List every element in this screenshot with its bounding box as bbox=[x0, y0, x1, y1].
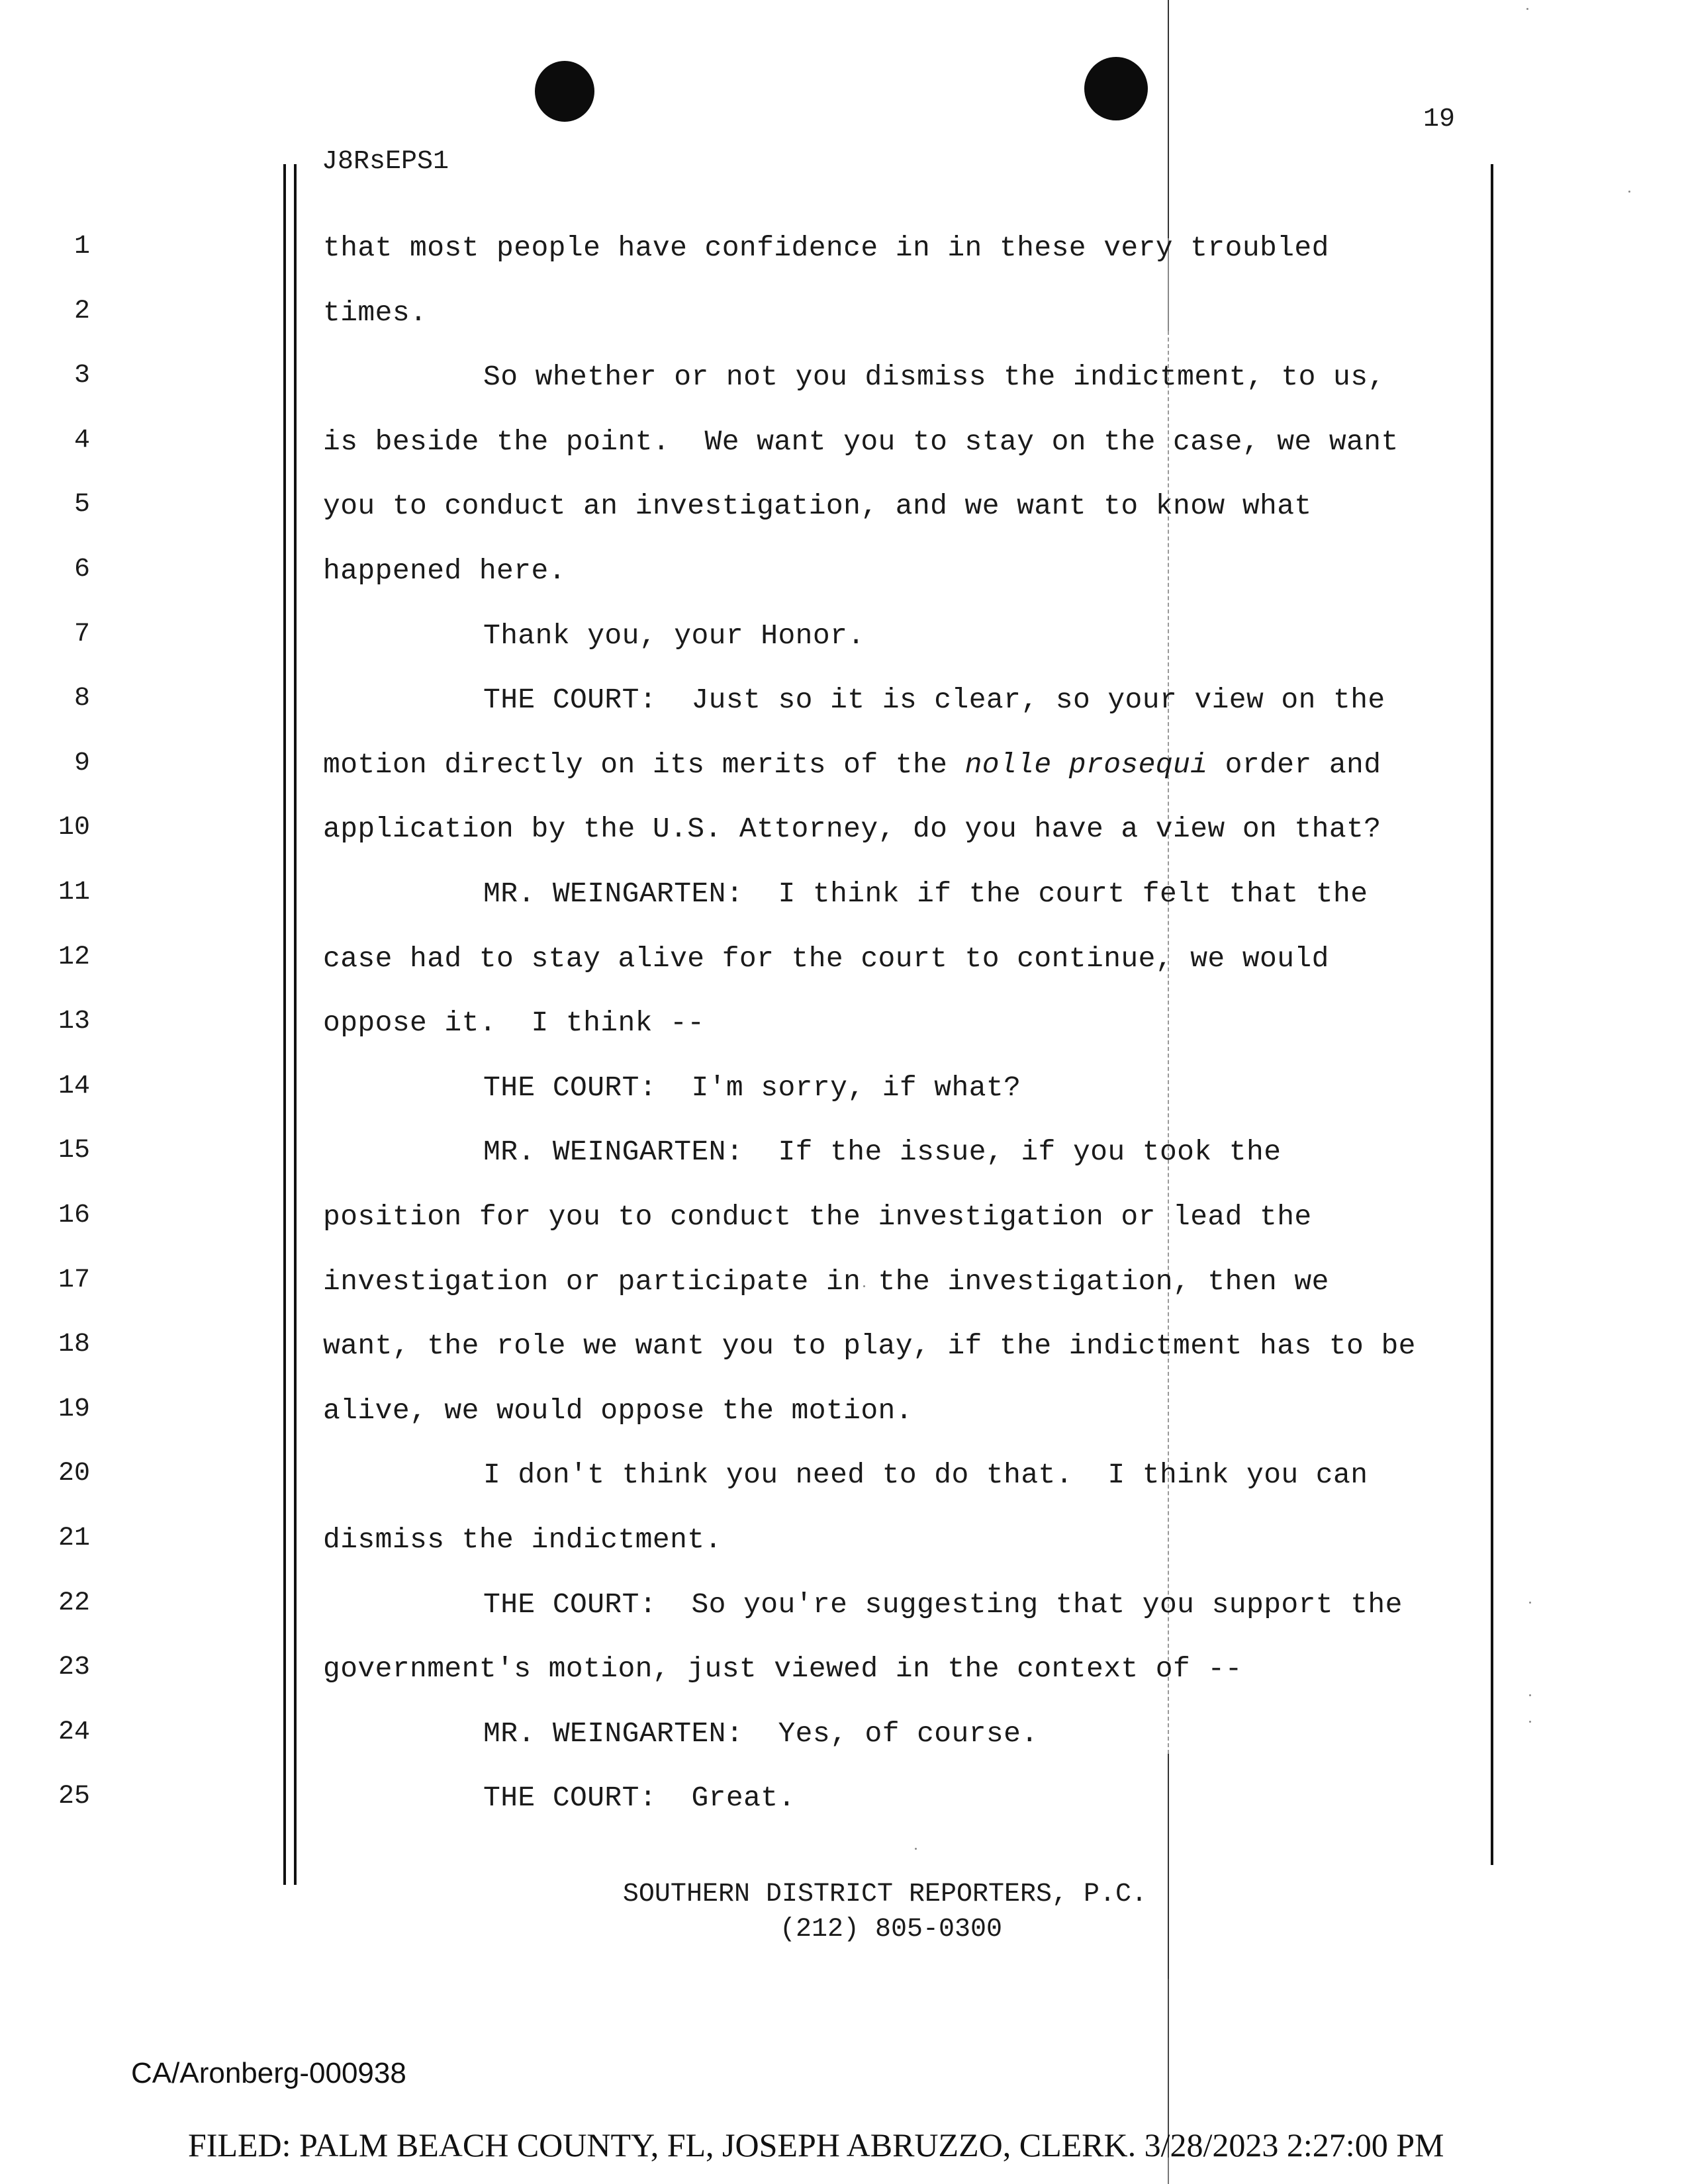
scan-speck bbox=[1529, 1602, 1531, 1604]
line-number: 22 bbox=[58, 1588, 90, 1618]
line-number: 12 bbox=[58, 942, 90, 972]
document-id: J8RsEPS1 bbox=[322, 147, 449, 177]
line-text: MR. WEINGARTEN: If the issue, if you took the bbox=[483, 1136, 1282, 1168]
transcript-line bbox=[0, 813, 1522, 852]
line-text: alive, we would oppose the motion. bbox=[323, 1394, 913, 1427]
transcript-line bbox=[0, 1071, 1522, 1111]
page-number: 19 bbox=[1423, 105, 1456, 134]
line-text: oppose it. I think -- bbox=[323, 1007, 705, 1039]
transcript-line bbox=[0, 1653, 1522, 1692]
scan-speck bbox=[1526, 8, 1528, 10]
line-text: government's motion, just viewed in the context of -- bbox=[323, 1653, 1242, 1685]
line-number: 6 bbox=[73, 555, 90, 584]
line-number: 19 bbox=[58, 1394, 90, 1424]
italic-latin-term: nolle prosequi bbox=[964, 749, 1208, 781]
line-text: is beside the point. We want you to stay on the case, we want bbox=[323, 426, 1399, 458]
line-number: 10 bbox=[58, 813, 90, 842]
reporter-name: SOUTHERN DISTRICT REPORTERS, P.C. bbox=[622, 1880, 1148, 1909]
line-text: happened here. bbox=[323, 555, 566, 587]
transcript-line bbox=[0, 555, 1522, 594]
transcript-line bbox=[0, 1588, 1522, 1628]
scan-artifact-line bbox=[1168, 0, 1169, 238]
line-text: MR. WEINGARTEN: I think if the court felt that the bbox=[483, 878, 1368, 910]
transcript-line bbox=[0, 684, 1522, 723]
transcript-line bbox=[0, 1136, 1522, 1175]
line-text: times. bbox=[323, 296, 428, 329]
transcript-line bbox=[0, 1459, 1522, 1498]
scan-speck bbox=[1529, 1694, 1531, 1696]
line-number: 5 bbox=[73, 490, 90, 520]
transcript-line bbox=[0, 619, 1522, 659]
line-number: 2 bbox=[73, 296, 90, 326]
line-text: application by the U.S. Attorney, do you have a view on that? bbox=[323, 813, 1381, 845]
punch-hole-left bbox=[535, 61, 594, 122]
transcript-line bbox=[0, 1330, 1522, 1369]
line-text: THE COURT: Great. bbox=[483, 1782, 796, 1814]
line-number: 15 bbox=[58, 1136, 90, 1165]
line-text: Thank you, your Honor. bbox=[483, 619, 865, 652]
transcript-line bbox=[0, 1201, 1522, 1240]
line-number: 1 bbox=[73, 232, 90, 261]
transcript-line bbox=[0, 426, 1522, 465]
transcript-line bbox=[0, 1717, 1522, 1757]
line-number: 16 bbox=[58, 1201, 90, 1230]
reporter-phone: (212) 805-0300 bbox=[779, 1915, 1003, 1944]
line-number: 13 bbox=[58, 1007, 90, 1036]
transcript-line bbox=[0, 1524, 1522, 1563]
line-text-before: motion directly on its merits of the bbox=[323, 749, 965, 781]
filed-stamp: FILED: PALM BEACH COUNTY, FL, JOSEPH ABRUZZO, CLERK. 3/28/2023 2:27:00 PM bbox=[188, 2126, 1444, 2163]
transcript-line bbox=[0, 1782, 1522, 1821]
line-text-after: order and bbox=[1207, 749, 1381, 781]
line-text: want, the role we want you to play, if the indictment has to be bbox=[323, 1330, 1416, 1362]
line-number: 4 bbox=[73, 426, 90, 455]
line-number: 17 bbox=[58, 1265, 90, 1295]
line-number: 3 bbox=[73, 361, 90, 390]
line-number: 21 bbox=[58, 1524, 90, 1553]
line-number: 23 bbox=[58, 1653, 90, 1682]
line-text: So whether or not you dismiss the indictment, to us, bbox=[483, 361, 1385, 393]
transcript-line bbox=[0, 878, 1522, 917]
transcript-line bbox=[0, 232, 1522, 271]
line-number: 9 bbox=[73, 749, 90, 778]
punch-hole-right bbox=[1084, 57, 1148, 120]
line-number: 20 bbox=[58, 1459, 90, 1488]
line-text: I don't think you need to do that. I think you can bbox=[483, 1459, 1368, 1491]
line-text: position for you to conduct the investigation or lead the bbox=[323, 1201, 1312, 1233]
bates-number: CA/Aronberg-000938 bbox=[131, 2057, 406, 2089]
line-number: 18 bbox=[58, 1330, 90, 1359]
line-text: dismiss the indictment. bbox=[323, 1524, 722, 1556]
line-number: 25 bbox=[58, 1782, 90, 1811]
line-text: THE COURT: Just so it is clear, so your view on the bbox=[483, 684, 1385, 716]
line-text: investigation or participate in the investigation, then we bbox=[323, 1265, 1329, 1298]
transcript-line bbox=[0, 942, 1522, 982]
scan-speck bbox=[915, 1848, 917, 1850]
transcript-line bbox=[0, 1394, 1522, 1434]
transcript-line bbox=[0, 296, 1522, 336]
line-number: 8 bbox=[73, 684, 90, 713]
transcript-line bbox=[0, 749, 1522, 788]
transcript-line bbox=[0, 1265, 1522, 1305]
line-text: you to conduct an investigation, and we want to know what bbox=[323, 490, 1312, 522]
line-text: MR. WEINGARTEN: Yes, of course. bbox=[483, 1717, 1039, 1750]
line-text: case had to stay alive for the court to continue, we would bbox=[323, 942, 1329, 975]
line-text bbox=[323, 749, 1381, 781]
transcript-line bbox=[0, 1007, 1522, 1046]
line-number: 7 bbox=[73, 619, 90, 649]
scan-speck bbox=[1628, 191, 1630, 193]
line-text: THE COURT: I'm sorry, if what? bbox=[483, 1071, 1021, 1104]
transcript-line bbox=[0, 361, 1522, 400]
line-number: 14 bbox=[58, 1071, 90, 1101]
line-number: 11 bbox=[58, 878, 90, 907]
line-text: that most people have confidence in in these very troubled bbox=[323, 232, 1329, 264]
transcript-line bbox=[0, 490, 1522, 529]
line-text: THE COURT: So you're suggesting that you support the bbox=[483, 1588, 1403, 1621]
line-number: 24 bbox=[58, 1717, 90, 1747]
scan-speck bbox=[1529, 1721, 1531, 1723]
